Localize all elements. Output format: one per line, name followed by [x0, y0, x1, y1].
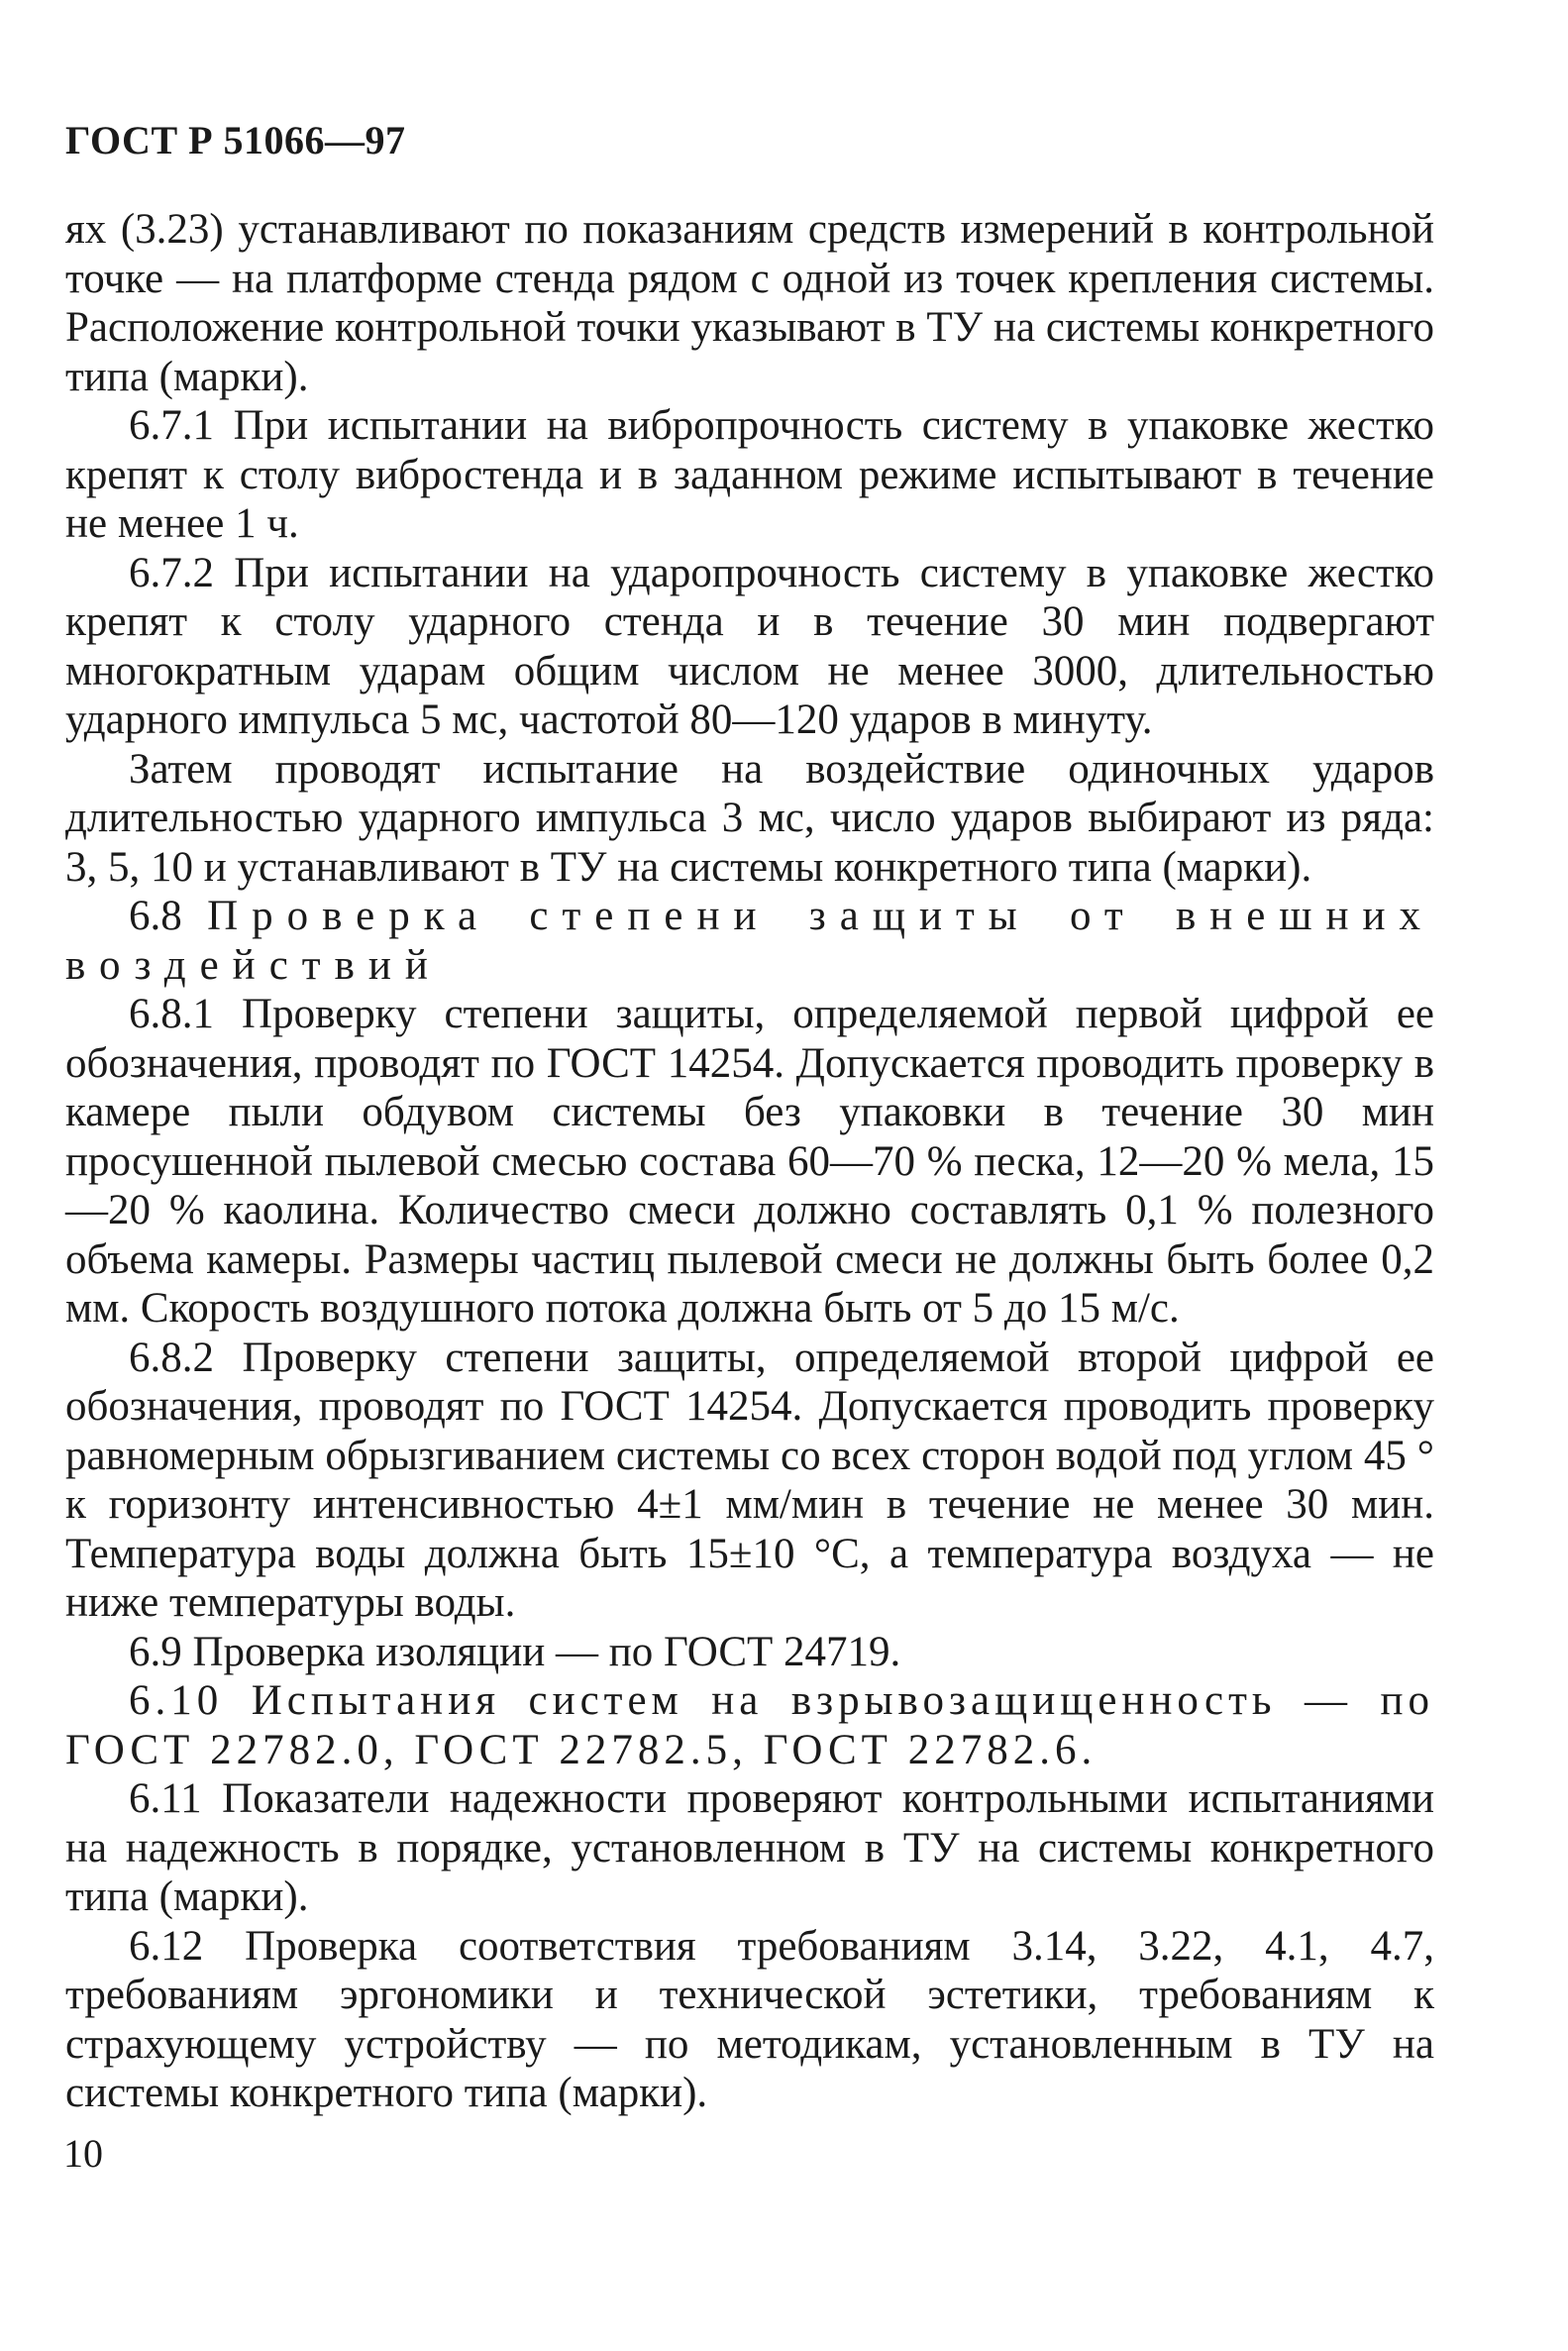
paragraph-6-11: 6.11 Показатели надежности проверяют контрольными испытаниями на надежность в порядке, установленном в ТУ на системы конкретного типа (марки). [65, 1775, 1434, 1920]
paragraph-6-7-2: 6.7.2 При испытании на ударопрочность систему в упаковке жестко крепят к столу ударного стенда и в течение 30 мин подвергают многократным ударам общим числом не менее 3000, длительностью ударного импульса 5 мс, частотой 80—120 ударов в минуту. [65, 549, 1434, 743]
document-header: ГОСТ Р 51066—97 [65, 118, 406, 162]
paragraph-6-8-1: 6.8.1 Проверку степени защиты, определяемой первой цифрой ее обозначения, проводят по ГОСТ 14254. Допускается проводить проверку в камере пыли обдувом системы без упаковки в течение 30 мин просушенной пылевой смесью состава 60—70 % песка, 12—20 % мела, 15—20 % каолина. Количество смеси должно составлять 0,1 % полезного объема камеры. Размеры частиц пылевой смеси не должны быть более 0,2 мм. Скорость воздушного потока должна быть от 5 до 15 м/с. [65, 991, 1434, 1332]
section-heading-6-8 [65, 892, 1434, 990]
document-body [65, 205, 1434, 2118]
paragraph-6-12: 6.12 Проверка соответствия требованиям 3.14, 3.22, 4.1, 4.7, требованиям эргономики и технической эстетики, требованиям к страхующему устройству — по методикам, установленным в ТУ на системы конкретного типа (марки). [65, 1922, 1434, 2116]
paragraph-6-10: 6.10 Испытания систем на взрывозащищенность — по ГОСТ 22782.0, ГОСТ 22782.5, ГОСТ 22782.6. [65, 1677, 1434, 1773]
paragraph-6-7-1: 6.7.1 При испытании на вибропрочность систему в упаковке жестко крепят к столу вибростенда и в заданном режиме испытывают в течение не менее 1 ч. [65, 402, 1434, 547]
page-number: 10 [63, 2131, 103, 2176]
paragraph-continuation: ях (3.23) устанавливают по показаниям средств измерений в контрольной точке — на платформе стенда рядом с одной из точек крепления системы. Расположение контрольной точки указывают в ТУ на системы конкретного типа (марки). [65, 206, 1434, 400]
section-number: 6.8 [129, 893, 182, 939]
paragraph-6-8-2: 6.8.2 Проверку степени защиты, определяемой второй цифрой ее обозначения, проводят по ГОСТ 14254. Допускается проводить проверку равномерным обрызгиванием системы со всех сторон водой под углом 45 ° к горизонту интенсивностью 4±1 мм/мин в течение не менее 30 мин. Температура воды должна быть 15±10 °С, а температура воздуха — не ниже температуры воды. [65, 1334, 1434, 1626]
section-title: Проверка степени защиты от внешних воздействий [65, 893, 1435, 989]
paragraph-6-9: 6.9 Проверка изоляции — по ГОСТ 24719. [129, 1628, 901, 1675]
paragraph-6-7-2-cont: Затем проводят испытание на воздействие одиночных ударов длительностью ударного импульса 3 мс, число ударов выбирают из ряда: 3, 5, 10 и устанавливают в ТУ на системы конкретного типа (марки). [65, 745, 1434, 891]
